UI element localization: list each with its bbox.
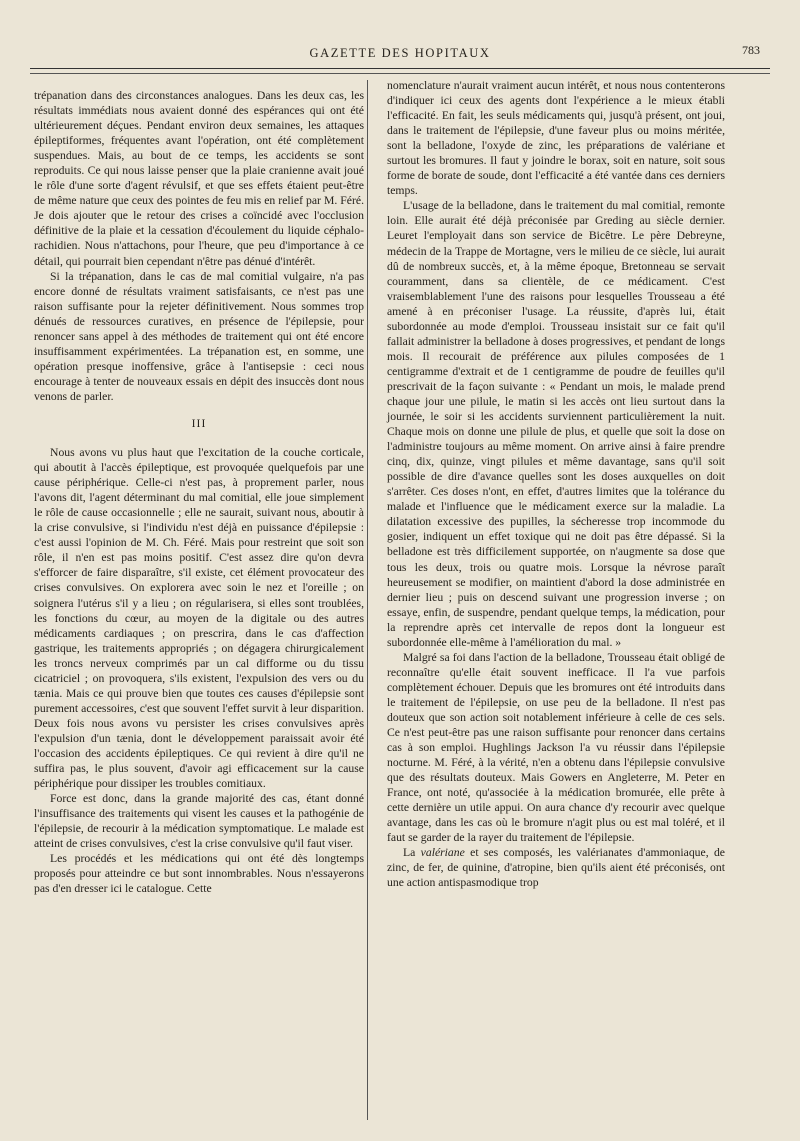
italic-term: valériane: [420, 846, 465, 860]
paragraph: L'usage de la belladone, dans le traitement du mal comitial, remonte loin. Elle aurait été déjà préconisée par Greding au siècle dernier. Leuret l'employait dans son service de Bicêtre. Le père Debreyne, médecin de la Trappe de Mortagne, vers le milieu de ce siècle, lui aurait dû de nombreux succès, et, à la même époque, Bretonneau se servait couramment, dans sa clientèle, de ce médicament. C'est vraisemblablement l'une des raisons pour lesquelles Trousseau a été amené à en préconiser l'usage. La réussite, d'après lui, était subordonnée au mode d'emploi. Trousseau insistait sur ce fait qu'il fallait administrer la belladone à doses progressives, et pendant de longs mois. Il recourait de préférence aux pilules composées de 1 centigramme d'extrait et de 1 centigramme de poudre de feuilles qu'il prescrivait de la façon suivante : « Pendant un mois, le malade prend chaque jour une pilule, le matin si les accès ont lieu surtout dans la journée, le soir si les accidents surviennent particulièrement la nuit. Chaque mois on donne une pilule de plus, et quelle que soit la dose on l'administre toujours au même moment. On arrive ainsi à faire prendre cinq, dix, quinze, vingt pilules et même davantage, sans qu'il soit possible de dire d'avance quelles sont les doses auxquelles on doit s'arrêter. Ces doses n'ont, en effet, d'autres limites que la tolérance du malade et l'influence que le médicament exerce sur la maladie. La dilatation excessive des pupilles, la sécheresse trop incommode du gosier, indiquent un effet toxique qui ne doit pas être dépassé. Si la belladone est très difficilement supportée, on n'augmente sa dose que tous les deux, trois ou quatre mois. Lorsque la névrose paraît heureusement se modifier, on maintient d'abord la dose administrée en dernier lieu ; puis on descend suivant une progression inverse ; on essaye, enfin, de suspendre, pendant quelque temps, la médication, pour la reprendre après cet intervalle de repos dont la longueur est subordonnée elle-même à l'amélioration du mal. »: [387, 199, 725, 649]
page-number: 783: [742, 43, 760, 57]
paragraph: Malgré sa foi dans l'action de la belladone, Trousseau était obligé de reconnaître qu'elle était souvent inefficace. Il l'a vue parfois complètement échouer. Depuis que les bromures ont été introduits dans le traitement de l'épilepsie, on use peu de la belladone. Il n'est pas douteux que son action soit notablement inférieure à celle de ces sels. Ce n'est peut-être pas une raison suffisante pour renoncer dans certains cas à son emploi. Hughlings Jackson l'a vu réussir dans l'épilepsie nocturne. M. Féré, à la vérité, n'en a obtenu dans l'épilepsie convulsive que des résultats douteux. Mais Gowers en Angleterre, M. Peter en France, ont noté, qu'associée à la médication bromurée, elle prête à cette dernière un utile appui. On aura chance d'y recourir avec quelque avantage, dans les cas où le bromure n'agit plus ou est mal toléré, et il faut se garder de la rayer du traitement de l'épilepsie.: [387, 650, 725, 845]
paragraph-start: La: [403, 846, 421, 860]
right-column: [387, 78, 725, 891]
section-number: III: [191, 416, 207, 430]
paragraph: Force est donc, dans la grande majorité des cas, étant donné l'insuffisance des traitements qui visent les causes et la pathogénie de l'épilepsie, de recourir à la médication symptomatique. Le malade est atteint de crises convulsives, c'est la crise convulsive qu'il faut viser.: [34, 792, 364, 851]
paragraph: nomenclature n'aurait vraiment aucun intérêt, et nous nous contenterons d'indiquer ici ceux des agents dont l'expérience a le mieux établi l'efficacité. En fait, les seuls médicaments qui, jusqu'à présent, ont joui, dans le traitement de l'épilepsie, d'une faveur plus ou moins méritée, sont la belladone, l'oxyde de zinc, les préparations de valériane et surtout les bromures. Il faut y joindre le borax, soit en nature, soit sous forme de borate de soude, dont l'efficacité a été vantée dans ces derniers temps.: [387, 79, 725, 198]
header-rule-thin: [30, 73, 770, 74]
paragraph: Si la trépanation, dans le cas de mal comitial vulgaire, n'a pas encore donné de résultats vraiment satisfaisants, ce n'est pas une raison suffisante pour la rejeter définitivement. Nous sommes trop dénués de ressources curatives, en présence de l'épilepsie, pour renoncer sans appel à des méthodes de traitement qui ont été encore insuffisamment expérimentées. La trépanation est, en somme, une opération presque inoffensive, grâce à l'antisepsie : ceci nous encourage à tenter de nouveaux essais en dépit des insuccès dont nous venons de parler.: [34, 269, 364, 403]
paragraph-rest: et ses composés, les valérianates d'ammoniaque, de zinc, de fer, de quinine, d'atropine, bien qu'ils aient été préconisés, ont une action antispasmodique trop: [387, 846, 725, 890]
running-title: GAZETTE DES HOPITAUX: [309, 46, 491, 60]
column-divider: [367, 80, 368, 1120]
left-column: [34, 88, 364, 896]
paragraph: [387, 845, 725, 890]
header-rule-thick: [30, 68, 770, 69]
paragraph: Les procédés et les médications qui ont été dès longtemps proposés pour atteindre ce but sont innombrables. Nous n'essayerons pas d'en dresser ici le catalogue. Cette: [34, 852, 364, 896]
paragraph: Nous avons vu plus haut que l'excitation de la couche corticale, qui aboutit à l'accès épileptique, est provoquée quelquefois par une cause périphérique. Celle-ci n'est pas, à proprement parler, nous l'avons dit, l'agent déterminant du mal comitial, elle joue simplement le rôle de cause occasionnelle ; elle ne saurait, suivant nous, aboutir à la crise convulsive, si l'individu n'est déjà en puissance d'épilepsie : c'est aussi l'opinion de M. Ch. Féré. Mais pour restreint que soit son rôle, il n'en est pas moins positif. C'est assez dire qu'on devra s'efforcer de faire disparaître, s'il existe, cet élément provocateur des crises convulsives. On explorera avec soin le nez et l'oreille ; on soignera l'utérus s'il y a lieu ; on régularisera, si elles sont troublées, les fonctions du cœur, au moyen de la digitale ou des autres médicaments cardiaques ; on prescrira, dans le cas d'affection gastrique, les traitements appropriés ; on dégagera chirurgicalement les troncs nerveux comprimés par un cal difforme ou du tissu cicatriciel ; on provoquera, s'ils existent, l'expulsion des vers ou du tænia. Mais ce qui prouve bien que toutes ces causes d'épilepsie sont purement accessoires, c'est que souvent l'effet survit à leur disparition. Deux fois nous avons vu persister les crises convulsives après l'expulsion d'un tænia, dont le développement paraissait avoir été l'occasion des accidents épileptiques. Ce qui revient à dire qu'il ne suffira pas, le plus souvent, d'avoir agi efficacement sur la cause périphérique pour dissiper les troubles comitiaux.: [34, 446, 364, 791]
paragraph: trépanation dans des circonstances analogues. Dans les deux cas, les résultats immédiats nous avaient donné des espérances qui ont été ultérieurement déçues. Pendant environ deux semaines, les attaques épileptiformes, fréquentes avant l'opération, ont été complètement suspendues. Mais, au bout de ce temps, les accidents se sont reproduits. Ce qui nous laisse penser que la plaie cranienne avait joué le rôle d'une sorte d'agent révulsif, et que ses effets étaient peut-être de même nature que ceux des pointes de feu mis en relief par M. Féré. Je dois ajouter que le retour des crises a coïncidé avec l'occlusion définitive de la plaie et la cessation d'écoulement du liquide céphalo-rachidien. Nous n'attachons, pour l'heure, que peu d'importance à ce détail, qui pourrait bien cependant n'être pas dénué d'intérêt.: [34, 89, 364, 268]
